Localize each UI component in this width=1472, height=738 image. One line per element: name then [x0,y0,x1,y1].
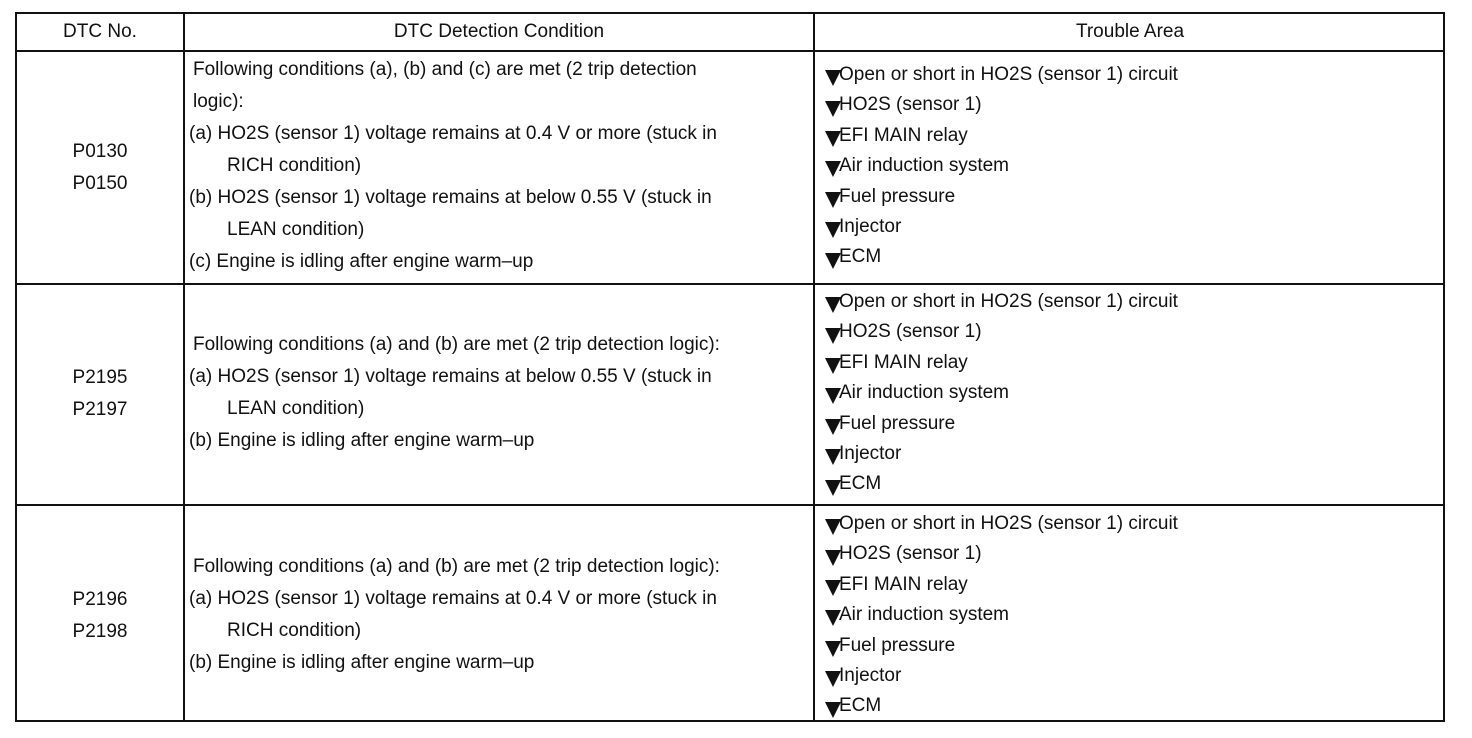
condition-line: (b) Engine is idling after engine warm–up [189,430,535,451]
trouble-area-item: Injector [825,212,1425,242]
trouble-area-item: EFI MAIN relay [825,348,1425,378]
condition-line: (b) HO2S (sensor 1) voltage remains at below 0.55 V (stuck in [189,187,712,208]
condition-line: Following conditions (a), (b) and (c) are met (2 trip detection [193,59,697,80]
condition-line: (a) HO2S (sensor 1) voltage remains at below 0.55 V (stuck in [189,366,712,387]
row-divider [17,283,1443,285]
condition-line: (a) HO2S (sensor 1) voltage remains at 0.4 V or more (stuck in [189,123,717,144]
trouble-area-item: HO2S (sensor 1) [825,90,1425,120]
dtc-codes [17,136,183,200]
trouble-area-item: Air induction system [825,600,1425,630]
trouble-area-item: Fuel pressure [825,182,1425,212]
trouble-area-item: Open or short in HO2S (sensor 1) circuit [825,60,1425,90]
condition-line: (c) Engine is idling after engine warm–up [189,251,534,272]
condition-line: RICH condition) [227,155,362,176]
dtc-code: P2196 [72,589,128,610]
condition-line: logic): [193,91,244,112]
dtc-table [15,12,1445,722]
dtc-code: P2198 [72,621,128,642]
trouble-area-list [825,60,1425,273]
trouble-area-item: Fuel pressure [825,409,1425,439]
dtc-code: P2197 [72,399,128,420]
header-dtc-no: DTC No. [63,21,137,42]
trouble-area-item: EFI MAIN relay [825,121,1425,151]
dtc-code: P2195 [72,367,128,388]
trouble-area-item: EFI MAIN relay [825,570,1425,600]
condition-line: Following conditions (a) and (b) are met (2 trip detection logic): [193,334,720,355]
condition-line: (b) Engine is idling after engine warm–up [189,652,535,673]
dtc-code: P0150 [72,173,128,194]
detection-condition [189,54,813,278]
header-trouble-area: Trouble Area [1075,21,1185,42]
condition-line: LEAN condition) [227,398,365,419]
condition-line: Following conditions (a) and (b) are met (2 trip detection logic): [193,556,720,577]
trouble-area-item: Air induction system [825,378,1425,408]
trouble-area-item: ECM [825,242,1425,272]
condition-line: LEAN condition) [227,219,365,240]
trouble-area-item: Fuel pressure [825,631,1425,661]
dtc-codes [17,362,183,426]
trouble-area-item: ECM [825,469,1425,499]
detection-condition [189,551,813,679]
column-divider [813,14,815,720]
dtc-code: P0130 [72,141,128,162]
trouble-area-item: ECM [825,691,1425,721]
trouble-area-item: Air induction system [825,151,1425,181]
row-divider [17,50,1443,52]
trouble-area-item: Open or short in HO2S (sensor 1) circuit [825,509,1425,539]
trouble-area-item: Open or short in HO2S (sensor 1) circuit [825,287,1425,317]
trouble-area-item: HO2S (sensor 1) [825,317,1425,347]
trouble-area-list [825,287,1425,500]
detection-condition [189,329,813,457]
trouble-area-item: Injector [825,439,1425,469]
trouble-area-item: HO2S (sensor 1) [825,539,1425,569]
dtc-codes [17,584,183,648]
condition-line: (a) HO2S (sensor 1) voltage remains at 0.4 V or more (stuck in [189,588,717,609]
trouble-area-item: Injector [825,661,1425,691]
header-condition: DTC Detection Condition [393,21,605,42]
column-divider [183,14,185,720]
row-divider [17,504,1443,506]
trouble-area-list [825,509,1425,722]
condition-line: RICH condition) [227,620,362,641]
